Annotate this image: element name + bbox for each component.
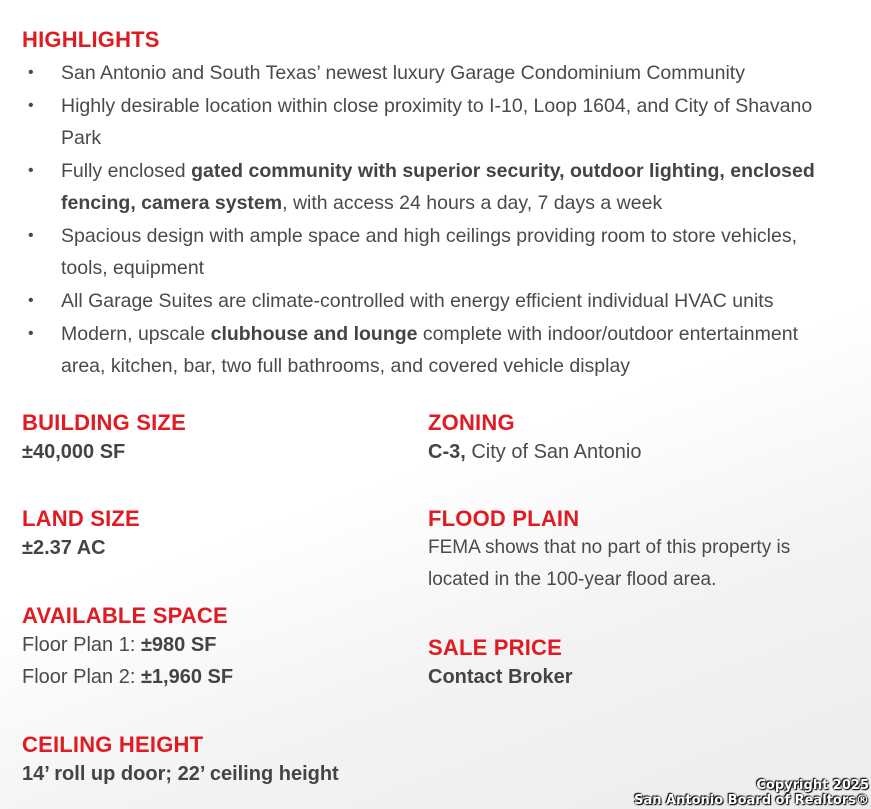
bullet-icon: •: [28, 227, 34, 244]
floor-plan-2-label: Floor Plan 2:: [22, 666, 141, 688]
building-size-section: [22, 410, 186, 468]
bullet-icon: •: [28, 64, 34, 81]
land-size-section: [22, 506, 140, 564]
flood-plain-value: FEMA shows that no part of this property is located in the 100-year flood area.: [428, 537, 791, 590]
item-text: , with access 24 hours a day, 7 days a week: [282, 192, 663, 214]
sale-price-heading: SALE PRICE: [428, 635, 563, 660]
list-item: [22, 220, 822, 284]
item-text: Highly desirable location within close proximity to I-10, Loop 1604, and City of Shavano Park: [61, 95, 813, 149]
bullet-icon: •: [28, 325, 34, 342]
building-size-value: ±40,000 SF: [22, 441, 126, 463]
item-bold-text: clubhouse and lounge: [210, 323, 418, 345]
flood-plain-heading: FLOOD PLAIN: [428, 506, 580, 531]
flood-plain-section: [428, 506, 808, 596]
item-text: Fully enclosed: [61, 160, 192, 182]
building-size-heading: BUILDING SIZE: [22, 410, 186, 435]
land-size-value: ±2.37 AC: [22, 537, 106, 559]
floor-plan-2-value: ±1,960 SF: [140, 666, 234, 688]
copyright-watermark: [634, 778, 869, 808]
item-text: complete with indoor/outdoor entertainment area, kitchen, bar, two full bathrooms, and covered vehicle display: [61, 323, 798, 377]
list-item: [22, 285, 822, 317]
sale-price-section: [428, 635, 572, 693]
bullet-icon: •: [28, 97, 34, 114]
land-size-heading: LAND SIZE: [22, 506, 140, 531]
zoning-value: [428, 436, 641, 468]
zoning-heading: ZONING: [428, 410, 515, 435]
copyright-line-2: San Antonio Board of Realtors®: [634, 793, 869, 808]
ceiling-height-heading: CEILING HEIGHT: [22, 732, 204, 757]
list-item: [22, 57, 822, 89]
sale-price-value: Contact Broker: [428, 666, 573, 688]
bullet-icon: •: [28, 162, 34, 179]
item-text: All Garage Suites are climate-controlled with energy efficient individual HVAC units: [61, 290, 774, 312]
item-text: San Antonio and South Texas’ newest luxury Garage Condominium Community: [61, 62, 745, 84]
ceiling-height-value: 14’ roll up door; 22’ ceiling height: [22, 763, 339, 785]
available-space-heading: AVAILABLE SPACE: [22, 603, 228, 628]
bullet-icon: •: [28, 292, 34, 309]
list-item: [22, 90, 822, 154]
item-text: Spacious design with ample space and high ceilings providing room to store vehicles, tools, equipment: [61, 225, 797, 279]
floor-plan-1: [22, 629, 233, 661]
available-space-section: [22, 603, 233, 693]
list-item: [22, 155, 822, 219]
ceiling-height-section: [22, 732, 339, 790]
list-item: [22, 318, 822, 382]
item-text: Modern, upscale: [61, 323, 211, 345]
floor-plan-2: [22, 661, 233, 693]
item-bold-text: gated community with superior security, outdoor lighting, enclosed fencing, camera system: [61, 160, 815, 214]
zoning-section: [428, 410, 641, 468]
floor-plan-1-value: ±980 SF: [140, 634, 217, 656]
zoning-code: C-3,: [428, 441, 466, 463]
highlights-list: [22, 57, 822, 383]
copyright-line-1: Copyright 2025: [756, 778, 869, 793]
highlights-heading: HIGHLIGHTS: [22, 27, 160, 52]
floor-plan-1-label: Floor Plan 1:: [22, 634, 141, 656]
zoning-city: City of San Antonio: [465, 441, 642, 463]
